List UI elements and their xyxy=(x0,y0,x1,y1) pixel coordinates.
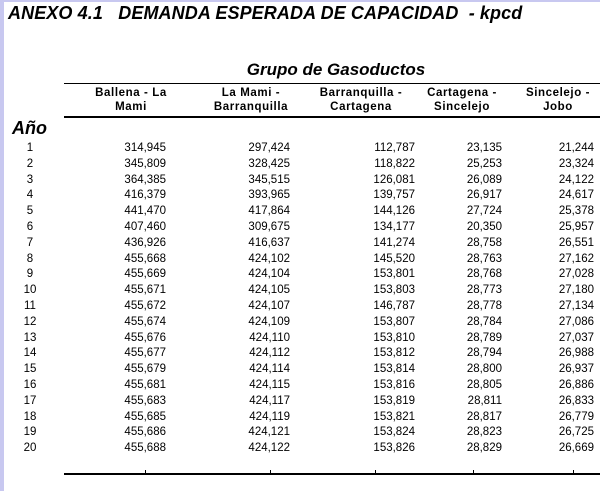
table-row xyxy=(0,204,600,220)
value-cell: 424,117 xyxy=(249,394,290,407)
page-title: ANEXO 4.1 DEMANDA ESPERADA DE CAPACIDAD - kpcd xyxy=(8,3,523,23)
table-row xyxy=(0,315,600,331)
value-cell: 424,119 xyxy=(249,410,290,423)
value-cell: 20,350 xyxy=(466,220,502,233)
row-header-anio: Año xyxy=(12,118,47,138)
table-row xyxy=(0,252,600,268)
year-cell: 13 xyxy=(23,331,37,344)
value-cell: 27,028 xyxy=(558,268,594,281)
column-header-line1: Cartagena - xyxy=(427,87,497,99)
value-cell: 26,886 xyxy=(558,378,594,391)
value-cell: 455,685 xyxy=(124,410,166,423)
value-cell: 424,114 xyxy=(249,363,290,376)
value-cell: 417,864 xyxy=(248,205,290,218)
value-cell: 28,800 xyxy=(466,363,502,376)
header-bottom-rule xyxy=(64,116,600,118)
value-cell: 27,037 xyxy=(558,331,594,344)
value-cell: 455,686 xyxy=(124,426,166,439)
column-header xyxy=(196,86,306,114)
value-cell: 153,807 xyxy=(373,315,415,328)
value-cell: 424,107 xyxy=(248,299,290,312)
year-cell: 19 xyxy=(23,426,37,439)
value-cell: 112,787 xyxy=(374,142,415,154)
value-cell: 134,177 xyxy=(373,220,415,233)
value-cell: 144,126 xyxy=(373,205,415,218)
value-cell: 139,757 xyxy=(373,189,415,202)
value-cell: 153,821 xyxy=(373,410,415,423)
year-cell: 11 xyxy=(24,299,36,312)
year-cell: 3 xyxy=(26,173,34,186)
value-cell: 424,121 xyxy=(248,426,290,439)
value-cell: 26,779 xyxy=(558,410,594,423)
value-cell: 424,112 xyxy=(249,347,290,360)
value-cell: 141,274 xyxy=(373,236,415,249)
value-cell: 455,669 xyxy=(124,268,166,281)
value-cell: 28,758 xyxy=(466,236,502,249)
year-cell: 1 xyxy=(26,142,34,154)
value-cell: 26,669 xyxy=(558,442,594,455)
table-row xyxy=(0,173,600,189)
year-cell: 14 xyxy=(23,347,37,360)
value-cell: 126,081 xyxy=(373,173,415,186)
value-cell: 26,917 xyxy=(466,189,502,202)
value-cell: 153,826 xyxy=(373,442,415,455)
value-cell: 21,244 xyxy=(558,142,594,154)
column-header xyxy=(306,86,416,114)
value-cell: 455,681 xyxy=(124,378,166,391)
value-cell: 345,515 xyxy=(248,173,290,186)
table-row xyxy=(0,157,600,173)
year-cell: 8 xyxy=(26,252,34,265)
value-cell: 26,937 xyxy=(558,363,594,376)
value-cell: 27,180 xyxy=(558,284,594,297)
year-cell: 2 xyxy=(26,157,34,170)
value-cell: 28,768 xyxy=(466,268,502,281)
value-cell: 153,801 xyxy=(373,268,415,281)
column-header-line2: Cartagena xyxy=(330,101,392,113)
value-cell: 416,637 xyxy=(248,236,290,249)
value-cell: 407,460 xyxy=(124,220,166,233)
year-cell: 20 xyxy=(23,442,37,455)
year-cell: 17 xyxy=(23,394,37,407)
value-cell: 455,679 xyxy=(124,363,166,376)
frame-top-border xyxy=(0,0,600,2)
table-row xyxy=(0,236,600,252)
value-cell: 146,787 xyxy=(373,299,415,312)
value-cell: 26,551 xyxy=(558,236,594,249)
value-cell: 28,789 xyxy=(466,331,502,344)
table-body xyxy=(0,141,600,457)
table-row xyxy=(0,188,600,204)
value-cell: 424,109 xyxy=(248,315,290,328)
value-cell: 424,122 xyxy=(248,442,290,455)
value-cell: 26,089 xyxy=(466,173,502,186)
value-cell: 153,810 xyxy=(373,331,415,344)
value-cell: 309,675 xyxy=(248,220,290,233)
value-cell: 28,773 xyxy=(466,284,502,297)
value-cell: 153,814 xyxy=(373,363,415,376)
value-cell: 26,725 xyxy=(558,426,594,439)
year-cell: 18 xyxy=(23,410,37,423)
table-row xyxy=(0,283,600,299)
year-cell: 16 xyxy=(23,378,37,391)
value-cell: 28,823 xyxy=(466,426,502,439)
value-cell: 153,816 xyxy=(373,378,415,391)
value-cell: 424,104 xyxy=(248,268,290,281)
value-cell: 455,677 xyxy=(124,347,166,360)
value-cell: 424,105 xyxy=(248,284,290,297)
value-cell: 28,763 xyxy=(466,252,502,265)
year-cell: 15 xyxy=(23,363,37,376)
value-cell: 118,822 xyxy=(374,157,415,170)
column-header-line2: Sincelejo xyxy=(434,101,490,113)
table-row xyxy=(0,410,600,426)
year-cell: 7 xyxy=(26,236,34,249)
value-cell: 27,724 xyxy=(466,205,502,218)
value-cell: 27,086 xyxy=(558,315,594,328)
value-cell: 25,253 xyxy=(466,157,502,170)
value-cell: 455,688 xyxy=(124,442,166,455)
table-row xyxy=(0,425,600,441)
value-cell: 424,115 xyxy=(249,378,290,391)
value-cell: 153,812 xyxy=(373,347,415,360)
value-cell: 455,671 xyxy=(124,284,166,297)
table-row xyxy=(0,346,600,362)
value-cell: 26,833 xyxy=(558,394,594,407)
value-cell: 145,520 xyxy=(373,252,415,265)
column-header-line1: La Mami - xyxy=(221,87,281,99)
table-row xyxy=(0,220,600,236)
table-row xyxy=(0,299,600,315)
table-row xyxy=(0,267,600,283)
value-cell: 424,110 xyxy=(249,331,290,344)
value-cell: 28,805 xyxy=(466,378,502,391)
value-cell: 28,778 xyxy=(466,299,502,312)
value-cell: 28,811 xyxy=(467,394,502,407)
year-cell: 5 xyxy=(26,205,34,218)
column-header-line1: Ballena - La xyxy=(95,87,167,99)
value-cell: 455,668 xyxy=(124,252,166,265)
table-row xyxy=(0,394,600,410)
year-cell: 6 xyxy=(26,220,34,233)
value-cell: 25,957 xyxy=(558,220,594,233)
table-row xyxy=(0,378,600,394)
value-cell: 441,470 xyxy=(124,205,166,218)
value-cell: 24,122 xyxy=(558,173,594,186)
column-header-line1: Sincelejo - xyxy=(525,87,591,99)
column-header-line2: Mami xyxy=(115,101,147,113)
year-cell: 4 xyxy=(26,189,34,202)
value-cell: 24,617 xyxy=(558,189,594,202)
year-cell: 12 xyxy=(23,315,37,328)
value-cell: 364,385 xyxy=(124,173,166,186)
value-cell: 25,378 xyxy=(558,205,594,218)
value-cell: 455,674 xyxy=(124,315,166,328)
value-cell: 28,829 xyxy=(466,442,502,455)
value-cell: 455,676 xyxy=(124,331,166,344)
group-divider xyxy=(64,83,600,84)
value-cell: 455,672 xyxy=(124,299,166,312)
value-cell: 153,824 xyxy=(373,426,415,439)
value-cell: 328,425 xyxy=(248,157,290,170)
value-cell: 27,162 xyxy=(558,252,594,265)
value-cell: 393,965 xyxy=(248,189,290,202)
value-cell: 424,102 xyxy=(248,252,290,265)
value-cell: 23,135 xyxy=(466,142,502,154)
table-row xyxy=(0,141,600,157)
column-header-line2: Barranquilla xyxy=(213,101,289,113)
value-cell: 153,819 xyxy=(373,394,415,407)
group-title: Grupo de Gasoductos xyxy=(246,60,426,79)
value-cell: 23,324 xyxy=(558,157,594,170)
table-row xyxy=(0,441,600,457)
value-cell: 345,809 xyxy=(124,157,166,170)
value-cell: 416,379 xyxy=(124,189,166,202)
value-cell: 28,784 xyxy=(466,315,502,328)
value-cell: 314,945 xyxy=(124,142,166,154)
value-cell: 436,926 xyxy=(124,236,166,249)
table-row xyxy=(0,362,600,378)
value-cell: 297,424 xyxy=(248,142,290,154)
table-row xyxy=(0,331,600,347)
value-cell: 27,134 xyxy=(558,299,594,312)
column-header xyxy=(76,86,186,114)
value-cell: 26,988 xyxy=(558,347,594,360)
value-cell: 153,803 xyxy=(373,284,415,297)
value-cell: 455,683 xyxy=(124,394,166,407)
value-cell: 28,817 xyxy=(466,410,502,423)
year-cell: 10 xyxy=(23,284,37,297)
column-header xyxy=(510,86,600,114)
column-header-line1: Barranquilla - xyxy=(319,87,403,99)
value-cell: 28,794 xyxy=(466,347,502,360)
column-header xyxy=(412,86,512,114)
column-header-line2: Jobo xyxy=(543,101,573,113)
table-bottom-rule xyxy=(64,473,600,475)
year-cell: 9 xyxy=(26,268,34,281)
